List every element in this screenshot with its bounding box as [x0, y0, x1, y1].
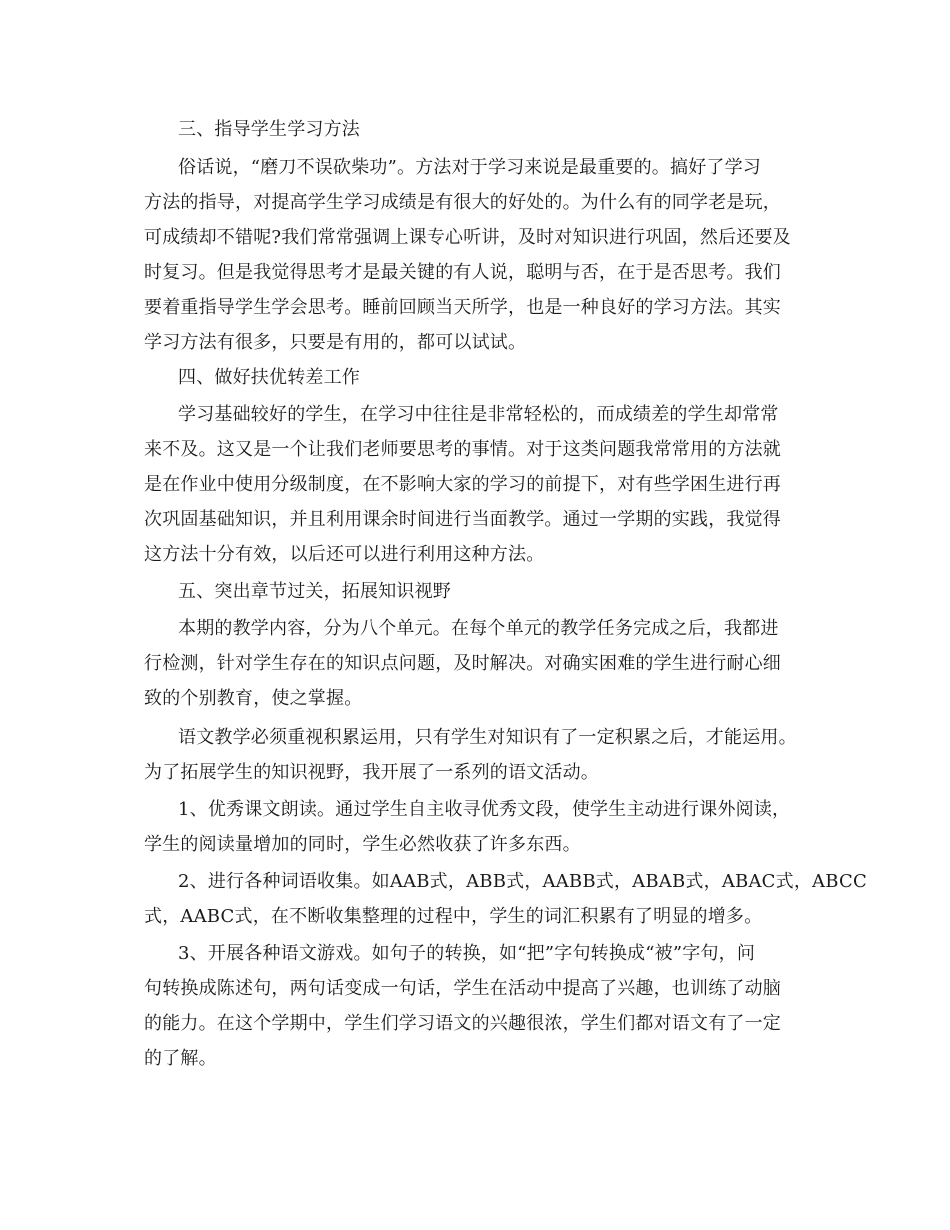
- text-line: 俗话说，“磨刀不误砍柴功”。方法对于学习来说是最重要的。搞好了学习: [178, 157, 762, 178]
- text-line: 致的个别教育，使之掌握。: [144, 688, 363, 709]
- heading-expand-knowledge: 五、突出章节过关，拓展知识视野: [178, 581, 451, 602]
- text-line: 可成绩却不错呢?我们常常强调上课专心听讲，及时对知识进行巩固，然后还要及: [144, 227, 791, 248]
- text-line: 句转换成陈述句，两句话变成一句话，学生在活动中提高了兴趣，也训练了动脑: [144, 978, 781, 999]
- list-item-language-games: 3、开展各种语文游戏。如句子的转换，如“把”字句转换成“被”字句，问: [178, 943, 756, 964]
- text-line: 要着重指导学生学会思考。睡前回顾当天所学，也是一种良好的学习方法。其实: [144, 297, 781, 318]
- text-line: 来不及。这又是一个让我们老师要思考的事情。对于这类问题我常常用的方法就: [144, 439, 781, 460]
- text-line: 学习基础较好的学生，在学习中往往是非常轻松的，而成绩差的学生却常常: [178, 404, 779, 425]
- list-item-reading: 1、优秀课文朗读。通过学生自主收寻优秀文段，使学生主动进行课外阅读，: [178, 799, 791, 820]
- text-line: 本期的教学内容，分为八个单元。在每个单元的教学任务完成之后，我都进: [178, 618, 779, 639]
- text-line: 行检测，针对学生存在的知识点问题，及时解决。对确实困难的学生进行耐心细: [144, 653, 781, 674]
- heading-help-students: 四、做好扶优转差工作: [178, 367, 360, 388]
- list-item-word-collection: 2、进行各种词语收集。如AAB式，ABB式，AABB式，ABAB式，ABAC式，ABCC: [178, 871, 867, 892]
- text-line: 的了解。: [144, 1048, 217, 1069]
- text-line: 的能力。在这个学期中，学生们学习语文的兴趣很浓，学生们都对语文有了一定: [144, 1013, 781, 1034]
- text-line: 学生的阅读量增加的同时，学生必然收获了许多东西。: [144, 834, 581, 855]
- text-line: 为了拓展学生的知识视野，我开展了一系列的语文活动。: [144, 762, 599, 783]
- text-line: 方法的指导，对提高学生学习成绩是有很大的好处的。为什么有的同学老是玩，: [144, 192, 781, 213]
- text-line: 次巩固基础知识，并且利用课余时间进行当面教学。通过一学期的实践，我觉得: [144, 509, 781, 530]
- text-line: 这方法十分有效，以后还可以进行利用这种方法。: [144, 544, 545, 565]
- text-line: 时复习。但是我觉得思考才是最关键的有人说，聪明与否，在于是否思考。我们: [144, 262, 781, 283]
- text-line: 学习方法有很多，只要是有用的，都可以试试。: [144, 332, 527, 353]
- heading-study-methods: 三、指导学生学习方法: [178, 119, 360, 140]
- text-line: 语文教学必须重视积累运用，只有学生对知识有了一定积累之后，才能运用。: [178, 727, 797, 748]
- text-line: 是在作业中使用分级制度，在不影响大家的学习的前提下，对有些学困生进行再: [144, 474, 781, 495]
- text-line: 式，AABC式，在不断收集整理的过程中，学生的词汇积累有了明显的增多。: [144, 906, 763, 927]
